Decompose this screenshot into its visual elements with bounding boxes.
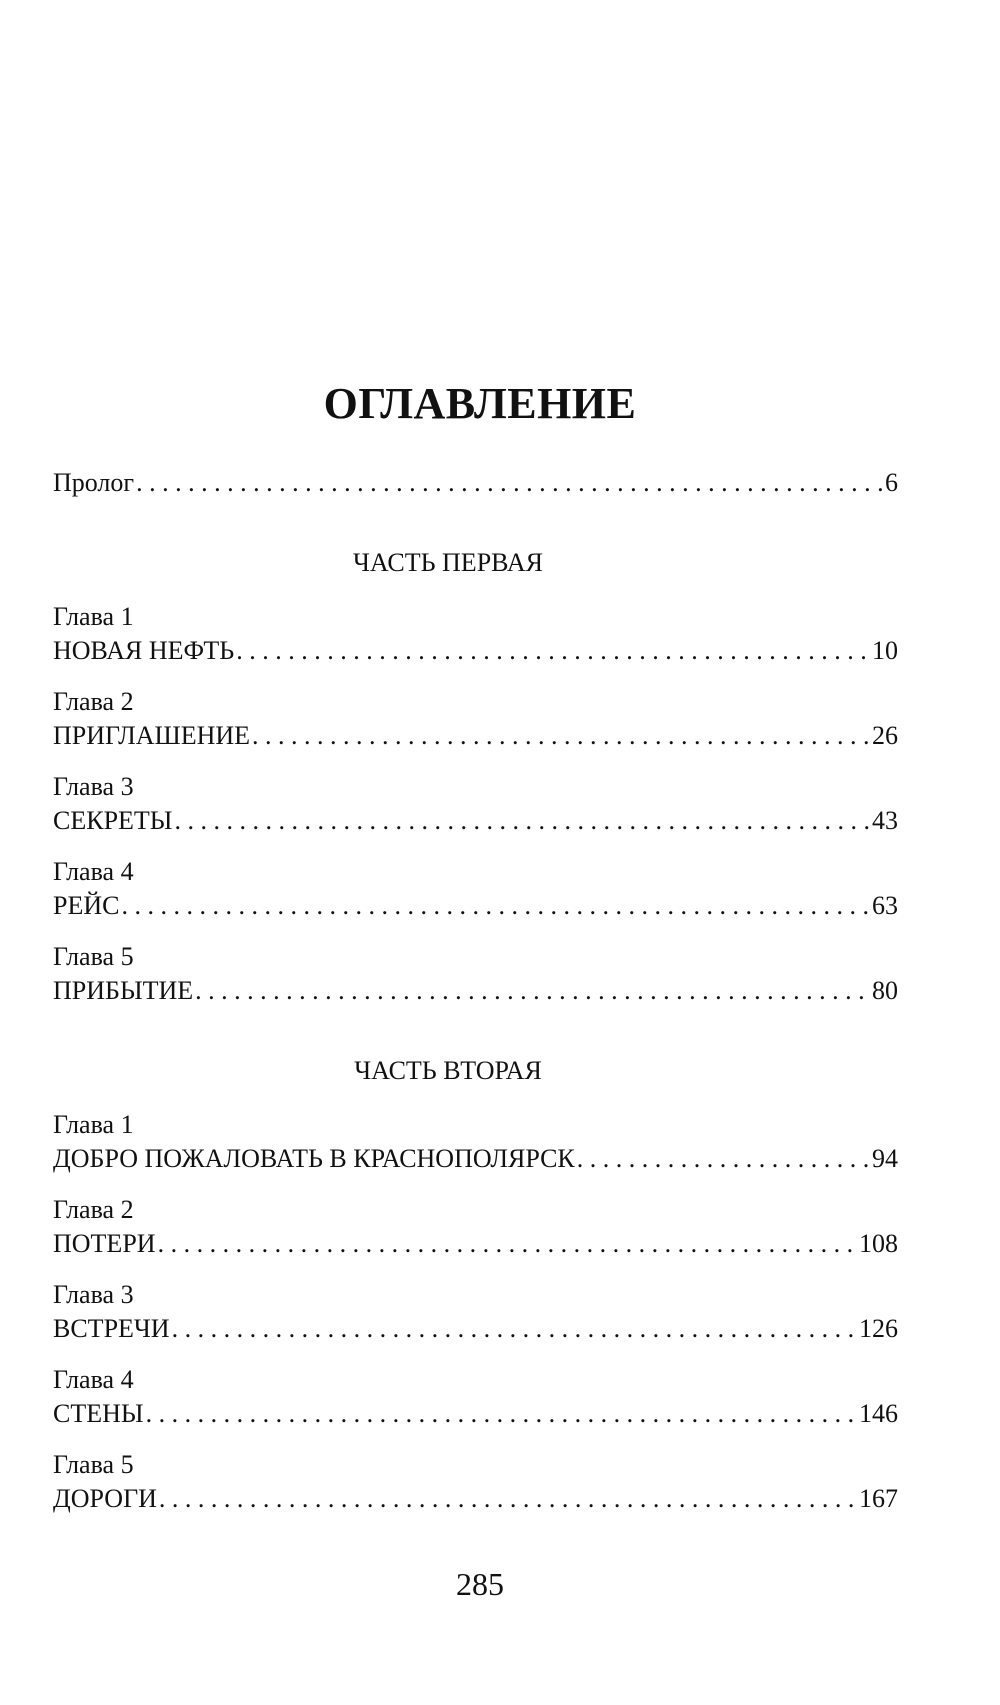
chapter-title: ПРИГЛАШЕНИЕ	[53, 721, 251, 750]
chapter-title: ПОТЕРИ	[53, 1229, 156, 1258]
chapter-title: СТЕНЫ	[53, 1399, 144, 1428]
toc-entry[interactable]	[53, 600, 898, 668]
toc-title: ОГЛАВЛЕНИЕ	[323, 379, 637, 428]
chapter-title: НОВАЯ НЕФТЬ	[53, 636, 235, 665]
chapter-number: Глава 2	[53, 687, 134, 716]
chapter-page: 146	[859, 1399, 898, 1428]
chapter-title: ПРИБЫТИЕ	[53, 976, 194, 1005]
chapter-number: Глава 3	[53, 1280, 134, 1309]
chapter-title: ДОБРО ПОЖАЛОВАТЬ В КРАСНОПОЛЯРСК	[53, 1144, 575, 1173]
toc-entry[interactable]	[53, 770, 898, 838]
toc-entry[interactable]	[53, 855, 898, 923]
toc-entry[interactable]	[53, 1363, 898, 1431]
leader-dots	[174, 804, 870, 838]
chapter-page: 26	[872, 721, 898, 750]
leader-dots	[146, 1397, 857, 1431]
chapter-page: 126	[859, 1314, 898, 1343]
leader-dots	[236, 634, 870, 668]
table-of-contents	[53, 466, 898, 1516]
chapter-page: 167	[859, 1484, 898, 1513]
toc-entry[interactable]	[53, 940, 898, 1008]
page-number: 285	[456, 1566, 504, 1602]
chapter-number: Глава 4	[53, 1365, 134, 1394]
chapter-page: 108	[859, 1229, 898, 1258]
leader-dots	[121, 889, 870, 923]
toc-entry-page: 6	[885, 468, 898, 497]
chapter-number: Глава 3	[53, 772, 134, 801]
leader-dots	[159, 1482, 857, 1516]
leader-dots	[136, 466, 883, 500]
chapter-page: 43	[872, 806, 898, 835]
toc-entry[interactable]	[53, 1278, 898, 1346]
leader-dots	[252, 719, 870, 753]
leader-dots	[158, 1227, 857, 1261]
chapter-page: 80	[872, 976, 898, 1005]
toc-entry[interactable]	[53, 1448, 898, 1516]
part-title: ЧАСТЬ ПЕРВАЯ	[353, 548, 543, 577]
toc-entry-prolog[interactable]	[53, 466, 898, 500]
chapter-page: 10	[872, 636, 898, 665]
chapter-title: СЕКРЕТЫ	[53, 806, 173, 835]
leader-dots	[195, 974, 870, 1008]
chapter-page: 94	[872, 1144, 898, 1173]
chapter-number: Глава 2	[53, 1195, 134, 1224]
leader-dots	[172, 1312, 857, 1346]
chapter-number: Глава 4	[53, 857, 134, 886]
chapter-title: РЕЙС	[53, 891, 120, 920]
leader-dots	[577, 1142, 870, 1176]
chapter-page: 63	[872, 891, 898, 920]
chapter-number: Глава 5	[53, 942, 134, 971]
chapter-number: Глава 1	[53, 602, 134, 631]
chapter-title: ВСТРЕЧИ	[53, 1314, 170, 1343]
toc-entry[interactable]	[53, 685, 898, 753]
part-title: ЧАСТЬ ВТОРАЯ	[354, 1056, 542, 1085]
toc-entry-label: Пролог	[53, 468, 135, 497]
toc-entry[interactable]	[53, 1193, 898, 1261]
chapter-number: Глава 5	[53, 1450, 134, 1479]
chapter-number: Глава 1	[53, 1110, 134, 1139]
chapter-title: ДОРОГИ	[53, 1484, 157, 1513]
toc-entry[interactable]	[53, 1108, 898, 1176]
